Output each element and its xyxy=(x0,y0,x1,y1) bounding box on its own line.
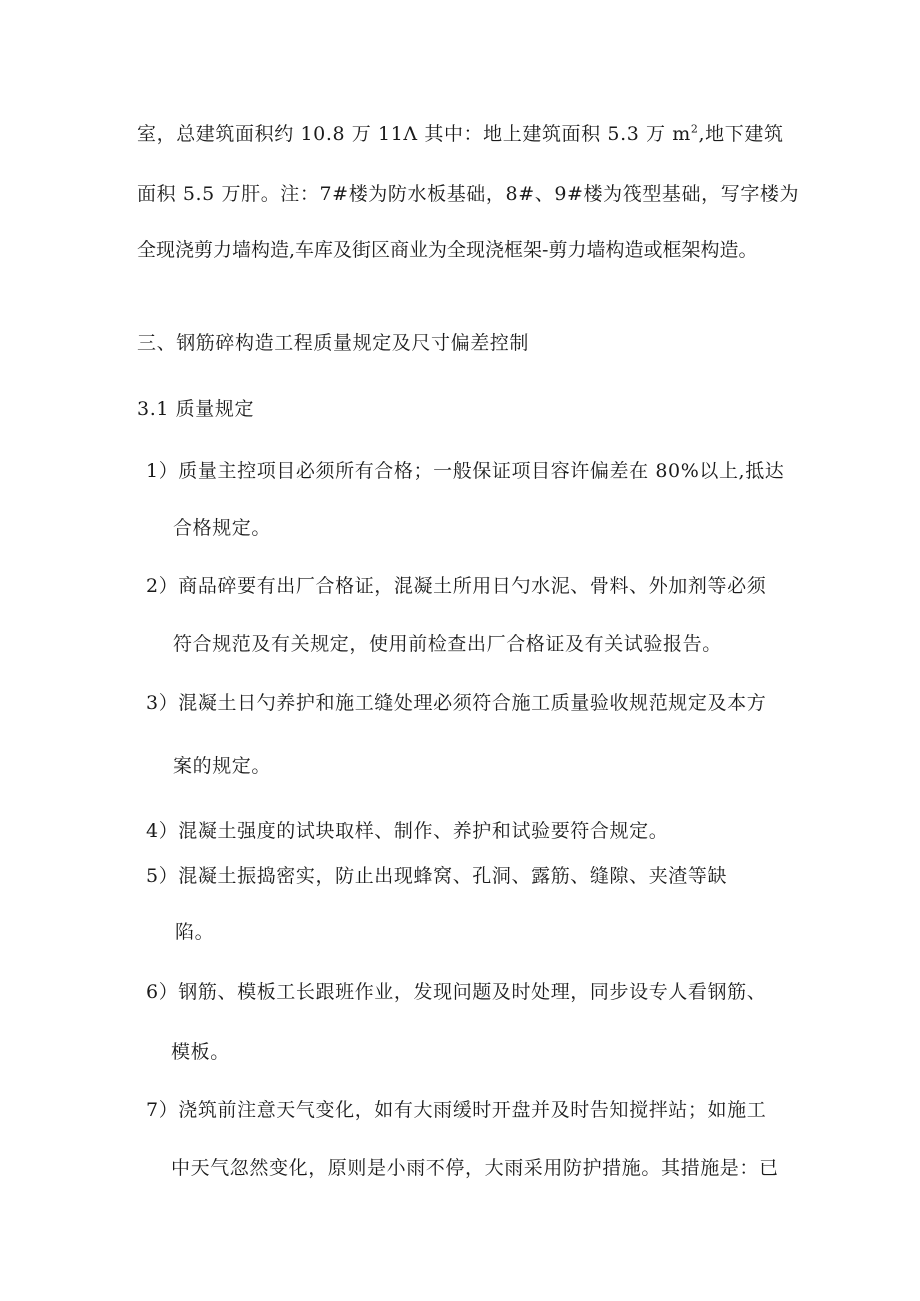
intro-line-1 xyxy=(137,122,784,146)
list-item-2-line2: 符合规范及有关规定，使用前检查出厂合格证及有关试验报告。 xyxy=(173,633,722,655)
list-item-3-line2: 案的规定。 xyxy=(173,755,272,777)
list-item-7-line2: 中天气忽然变化，原则是小雨不停，大雨采用防护措施。其措施是：已 xyxy=(171,1157,779,1179)
list-item-5-line1: 5）混凝土振捣密实，防止出现蜂窝、孔洞、露筋、缝隙、夹渣等缺 xyxy=(146,865,728,887)
list-item-1-line1: 1）质量主控项目必须所有合格；一般保证项目容许偏差在 80%以上,抵达 xyxy=(146,460,785,482)
list-item-6-line1: 6）钢筋、模板工长跟班作业，发现问题及时处理，同步设专人看钢筋、 xyxy=(146,981,767,1003)
intro-line-2: 面积 5.5 万肝。注：7#楼为防水板基础，8#、9#楼为筏型基础，写字楼为 xyxy=(137,183,800,205)
intro-line-1-tail: ,地下建筑 xyxy=(698,123,784,145)
list-item-3-line1: 3）混凝土日勺养护和施工缝处理必须符合施工质量验收规范规定及本方 xyxy=(146,692,767,714)
list-item-4-line1: 4）混凝土强度的试块取样、制作、养护和试验要符合规定。 xyxy=(146,820,669,842)
intro-line-1-text: 室，总建筑面积约 10.8 万 11Λ 其中：地上建筑面积 5.3 万 m xyxy=(137,123,691,145)
superscript-2: 2 xyxy=(690,122,699,136)
list-item-5-line2: 陷。 xyxy=(175,921,215,943)
subsection-heading: 3.1 质量规定 xyxy=(137,398,255,420)
list-item-2-line1: 2）商品碎要有出厂合格证，混凝土所用日勺水泥、骨料、外加剂等必须 xyxy=(146,575,767,597)
intro-line-3: 全现浇剪力墙构造,车库及街区商业为全现浇框架-剪力墙构造或框架构造。 xyxy=(137,239,758,261)
list-item-7-line1: 7）浇筑前注意天气变化，如有大雨缓时开盘并及时告知搅拌站；如施工 xyxy=(146,1099,767,1121)
list-item-1-line2: 合格规定。 xyxy=(173,517,272,539)
list-item-6-line2: 模板。 xyxy=(171,1041,230,1063)
section-heading: 三、钢筋碎构造工程质量规定及尺寸偏差控制 xyxy=(137,332,530,354)
